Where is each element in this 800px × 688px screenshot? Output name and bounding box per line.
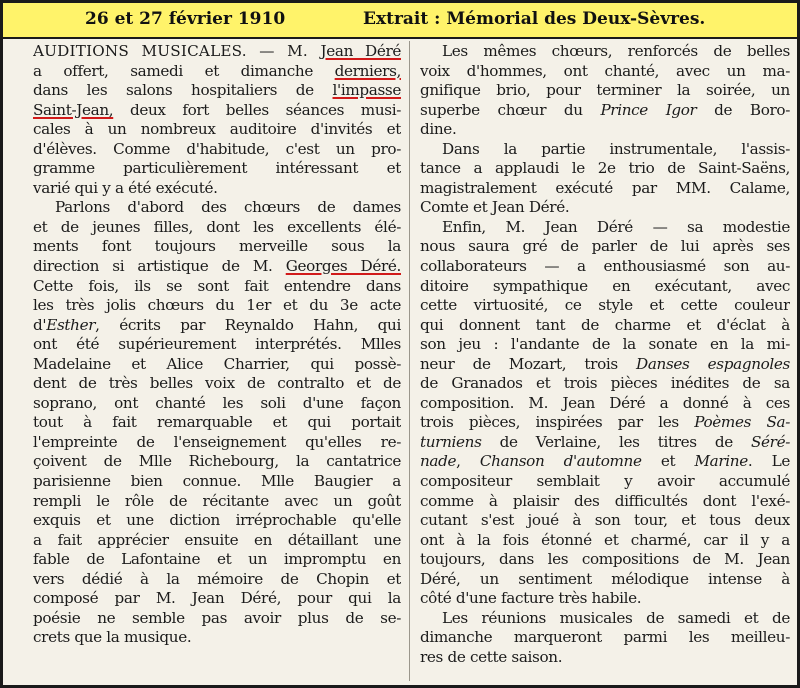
text-line	[33, 472, 401, 492]
text-run: comme à plaisir des difficultés dont l'exé-	[420, 491, 790, 510]
text-line	[420, 120, 790, 140]
text-line	[420, 511, 790, 531]
text-line	[420, 550, 790, 570]
text-run: Georges Déré.	[285, 257, 401, 276]
text-run: ont été supérieurement interprétés. Mlles	[33, 335, 401, 354]
text-line	[420, 140, 790, 160]
text-run: a offert, samedi et dimanche	[33, 61, 335, 80]
text-run: Saint-Jean,	[33, 100, 114, 119]
text-run: direction si artistique de M.	[33, 257, 286, 276]
text-run: compositeur semblait y avoir accumulé	[420, 472, 790, 491]
text-run: trois pièces, inspirées par les	[420, 413, 695, 432]
text-line	[33, 335, 401, 355]
text-run: turniens	[420, 432, 482, 451]
text-line	[420, 433, 790, 453]
text-line	[420, 452, 790, 472]
text-run: Les mêmes chœurs, renforcés de belles	[442, 42, 790, 60]
text-line	[420, 159, 790, 179]
text-run: poésie ne semble pas avoir plus de se-	[33, 608, 401, 627]
text-run: Madelaine et Alice Charrier, qui possè-	[33, 354, 401, 373]
text-run: ments font toujours merveille sous la	[33, 237, 401, 256]
text-run: fable de Lafontaine et un impromptu en	[33, 550, 401, 569]
text-run: nade	[420, 452, 457, 471]
text-line	[420, 355, 790, 375]
text-line	[420, 198, 790, 218]
text-line	[33, 433, 401, 453]
text-run: . Le	[747, 452, 790, 471]
text-run: l'empreinte de l'enseignement qu'elles re-	[33, 432, 401, 451]
text-run: AUDITIONS MUSICALES. — M.	[33, 42, 321, 60]
text-run: et de jeunes filles, dont les excellents élé-	[33, 217, 401, 236]
text-line	[33, 140, 401, 160]
text-run: et	[641, 452, 695, 471]
text-run: l'impasse	[332, 81, 401, 100]
text-run: superbe chœur du	[420, 100, 601, 119]
text-run: tance a applaudi le 2e trio de Saint-Saëns,	[420, 159, 790, 178]
header-date: 26 et 27 février 1910	[85, 9, 286, 29]
article-column-right	[420, 42, 790, 682]
text-line	[420, 628, 790, 648]
text-run: d'élèves. Comme d'habitude, c'est un pro-	[33, 139, 401, 158]
text-run: deux fort belles séances musi-	[113, 100, 401, 119]
text-line	[33, 452, 401, 472]
text-line	[33, 120, 401, 140]
text-line	[33, 42, 401, 62]
text-line	[420, 296, 790, 316]
text-run: dent de très belles voix de contralto et de	[33, 374, 401, 393]
text-line	[33, 609, 401, 629]
text-run: Jean Déré	[320, 42, 401, 60]
text-run: cutant s'est joué à son tour, et tous deux	[420, 511, 790, 530]
text-run: Comte et Jean Déré.	[420, 198, 570, 217]
text-line	[33, 198, 401, 218]
text-line	[33, 81, 401, 101]
text-run: ont à la fois étonné et charmé, car il y a	[420, 530, 790, 549]
text-run: ,	[456, 452, 480, 471]
text-run: Parlons d'abord des chœurs de dames	[55, 198, 401, 217]
text-run: Dans la partie instrumentale, l'assis-	[442, 139, 790, 158]
text-line	[33, 101, 401, 121]
text-run: res de cette saison.	[420, 647, 563, 666]
text-run: exquis et une diction irréprochable qu'elle	[33, 511, 401, 530]
text-line	[33, 218, 401, 238]
text-run: rempli le rôle de récitante avec un goût	[33, 491, 401, 510]
text-run: composé par M. Jean Déré, pour qui la	[33, 589, 401, 608]
text-line	[420, 237, 790, 257]
text-line	[420, 609, 790, 629]
text-run: dans les salons hospitaliers de	[33, 81, 333, 100]
header-source: Extrait : Mémorial des Deux-Sèvres.	[363, 9, 706, 29]
text-run: les très jolis chœurs du 1er et du 3e acte	[33, 296, 401, 315]
text-line	[33, 394, 401, 414]
text-line	[420, 179, 790, 199]
header-banner	[3, 3, 797, 39]
text-run: derniers,	[334, 61, 401, 80]
text-run: composition. M. Jean Déré a donné à ces	[420, 393, 790, 412]
text-run: çoivent de Mlle Richebourg, la cantatrice	[33, 452, 401, 471]
text-run: de Granados et trois pièces inédites de sa	[420, 374, 790, 393]
text-line	[33, 277, 401, 297]
text-line	[33, 511, 401, 531]
text-run: ditoire sympathique en exécutant, avec	[420, 276, 790, 295]
text-line	[33, 413, 401, 433]
text-run: Danses espagnoles	[636, 354, 790, 373]
text-run: Chanson d'automne	[479, 452, 642, 471]
text-line	[33, 237, 401, 257]
text-run: Cette fois, ils se sont fait entendre dans	[33, 276, 401, 295]
text-line	[33, 296, 401, 316]
text-run: Déré, un sentiment mélodique intense à	[420, 569, 790, 588]
text-run: Esther	[46, 315, 96, 334]
text-line	[420, 589, 790, 609]
text-run: neur de Mozart, trois	[420, 354, 636, 373]
text-line	[33, 257, 401, 277]
text-run: Prince Igor	[600, 100, 697, 119]
text-run: collaborateurs — a enthousiasmé son au-	[420, 257, 790, 276]
text-run: Séré-	[750, 432, 790, 451]
text-run: , écrits par Reynaldo Hahn, qui	[95, 315, 401, 334]
text-run: parisienne bien connue. Mlle Baugier a	[33, 472, 401, 491]
text-line	[33, 492, 401, 512]
text-line	[420, 570, 790, 590]
text-run: Marine	[694, 452, 748, 471]
text-run: Enfin, M. Jean Déré — sa modestie	[442, 217, 790, 236]
text-line	[420, 257, 790, 277]
text-line	[420, 277, 790, 297]
text-line	[420, 81, 790, 101]
text-run: cales à un nombreux auditoire d'invités et	[33, 120, 401, 139]
text-line	[33, 179, 401, 199]
text-run: gnifique brio, pour terminer la soirée, un	[420, 81, 790, 100]
text-line	[420, 472, 790, 492]
text-run: d'	[33, 315, 47, 334]
text-run: côté d'une facture très habile.	[420, 589, 642, 608]
text-run: cette virtuosité, ce style et cette couleur	[420, 296, 790, 315]
text-run: gramme particulièrement intéressant et	[33, 159, 401, 178]
text-line	[33, 628, 401, 648]
text-run: voix d'hommes, ont chanté, avec un ma-	[420, 61, 790, 80]
text-run: Poèmes Sa-	[694, 413, 790, 432]
text-run: de Boro-	[696, 100, 790, 119]
text-line	[420, 62, 790, 82]
text-line	[420, 218, 790, 238]
text-run: dine.	[420, 120, 457, 139]
text-line	[33, 374, 401, 394]
text-run: tout à fait remarquable et qui portait	[33, 413, 401, 432]
text-line	[420, 648, 790, 668]
text-line	[420, 374, 790, 394]
text-run: de Verlaine, les titres de	[481, 432, 751, 451]
text-line	[420, 335, 790, 355]
column-divider	[409, 41, 410, 681]
text-run: vers dédié à la mémoire de Chopin et	[33, 569, 401, 588]
text-line	[33, 589, 401, 609]
text-run: soprano, ont chanté les soli d'une façon	[33, 393, 401, 412]
text-run: son jeu : l'andante de la sonate en la mi-	[420, 335, 790, 354]
text-run: crets que la musique.	[33, 628, 192, 647]
text-line	[420, 413, 790, 433]
text-line	[420, 394, 790, 414]
text-line	[33, 159, 401, 179]
text-line	[33, 316, 401, 336]
text-run: Les réunions musicales de samedi et de	[442, 608, 790, 627]
text-run: toujours, dans les compositions de M. Jean	[420, 550, 790, 569]
article-column-left	[33, 42, 401, 682]
text-line	[420, 101, 790, 121]
text-line	[420, 531, 790, 551]
text-run: nous saura gré de parler de lui après ses	[420, 237, 790, 256]
text-run: varié qui y a été exécuté.	[33, 178, 218, 197]
text-line	[420, 316, 790, 336]
text-line	[33, 531, 401, 551]
text-line	[420, 492, 790, 512]
text-run: qui donnent tant de charme et d'éclat à	[420, 315, 790, 334]
text-line	[33, 62, 401, 82]
text-line	[33, 570, 401, 590]
text-run: magistralement exécuté par MM. Calame,	[420, 178, 790, 197]
text-line	[420, 42, 790, 62]
text-run: a fait apprécier ensuite en détaillant une	[33, 530, 401, 549]
text-line	[33, 355, 401, 375]
text-run: dimanche marqueront parmi les meilleu-	[420, 628, 790, 647]
text-line	[33, 550, 401, 570]
